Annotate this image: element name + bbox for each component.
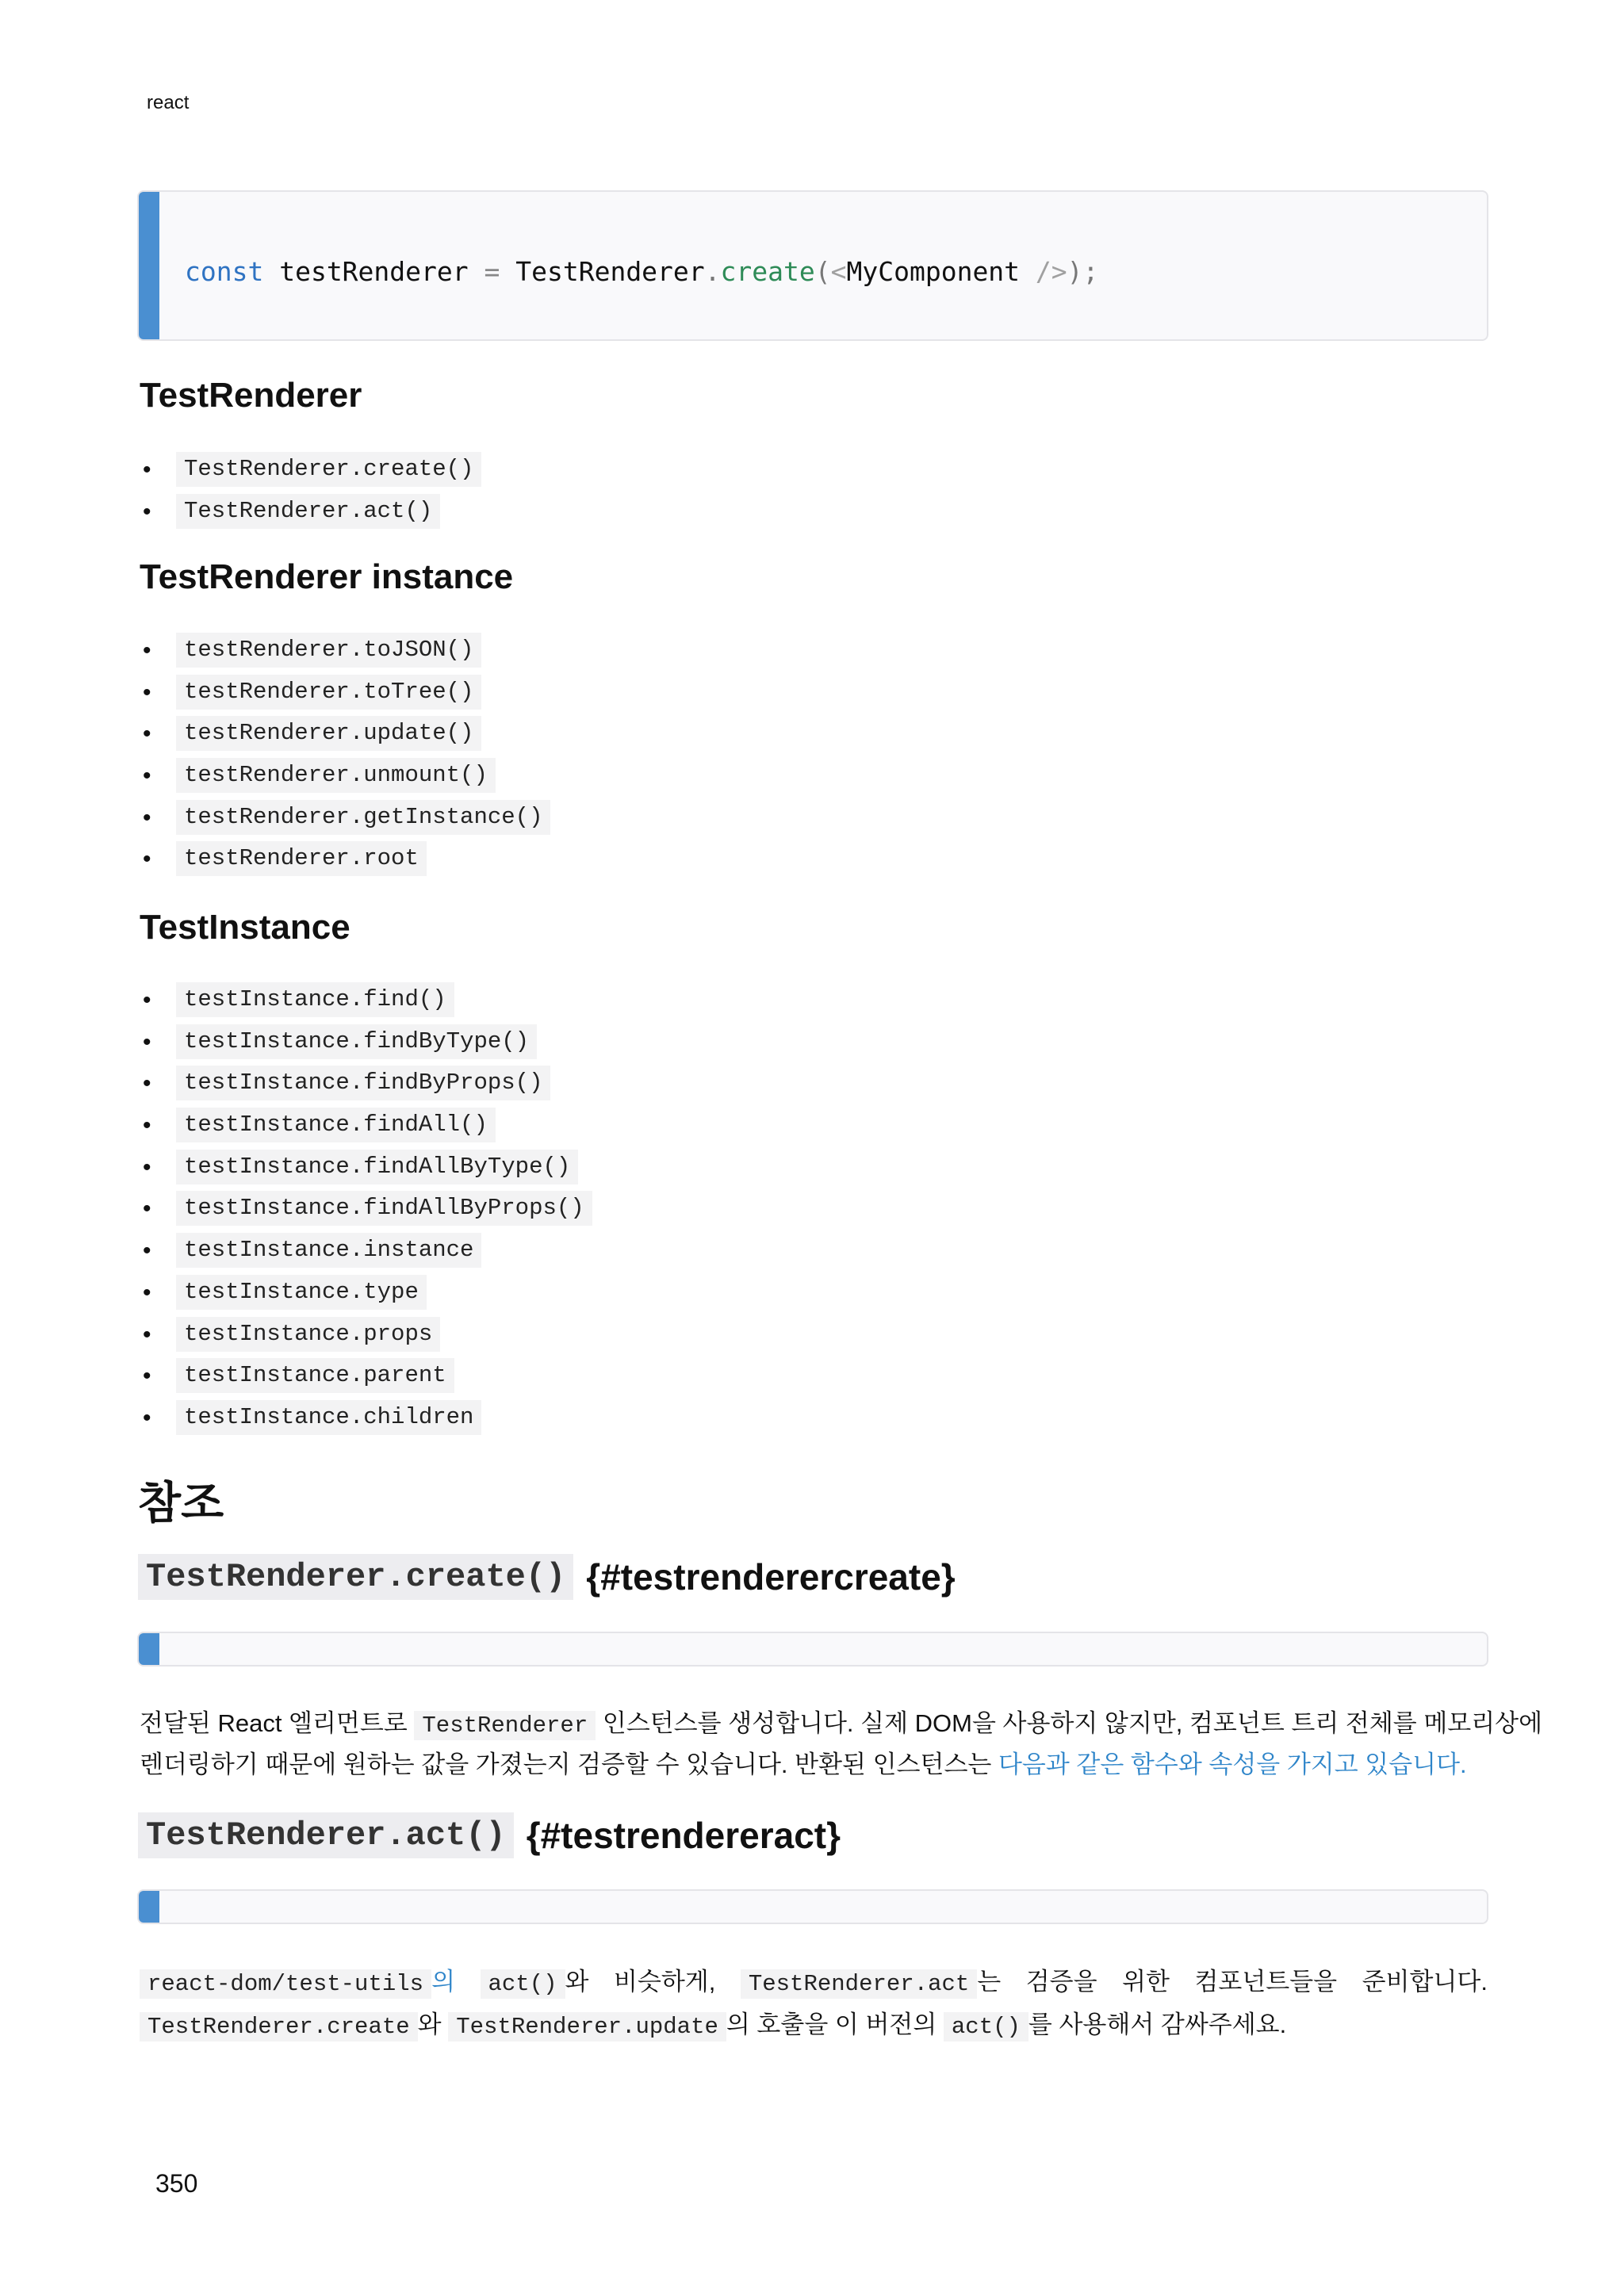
section-title-testinstance: TestInstance	[140, 908, 350, 947]
method-link[interactable]: testInstance.find()	[176, 982, 454, 1017]
api-heading-code: TestRenderer.create()	[138, 1554, 573, 1600]
inline-code: TestRenderer.update	[448, 2012, 726, 2042]
method-link[interactable]: testRenderer.getInstance()	[176, 800, 550, 835]
inline-code: act()	[481, 1969, 565, 1999]
create-signature	[185, 1635, 783, 1667]
api-heading-act	[138, 1812, 841, 1858]
code-line: const testRenderer = TestRenderer.create(<MyComponent />);	[185, 256, 1099, 287]
api-heading-anchor: {#testrendereract}	[526, 1815, 841, 1856]
inline-code: act()	[944, 2012, 1028, 2042]
page-number: 350	[155, 2169, 198, 2198]
act-signature	[185, 1892, 610, 1924]
method-link[interactable]: testInstance.findByType()	[176, 1024, 537, 1059]
paragraph-line: 전달된 React 엘리먼트로 TestRenderer 인스턴스를 생성합니다. 실제 DOM을 사용하지 않지만, 컴포넌트 트리 전체를 메모리상에	[140, 1709, 1543, 1739]
method-link[interactable]: TestRenderer.create()	[176, 452, 481, 487]
method-link[interactable]: testInstance.instance	[176, 1233, 481, 1268]
code-accent-bar	[139, 1891, 159, 1923]
inline-code: TestRenderer.act	[741, 1969, 977, 1999]
method-link[interactable]: TestRenderer.act()	[176, 494, 440, 529]
method-link[interactable]: testInstance.findAllByType()	[176, 1150, 578, 1184]
act-description	[140, 1961, 1488, 2049]
code-accent-bar	[139, 1633, 159, 1665]
reference-title: 참조	[138, 1478, 224, 1528]
api-heading-anchor: {#testrenderercreate}	[586, 1556, 956, 1598]
method-link[interactable]: testRenderer.root	[176, 841, 427, 876]
paragraph-line: TestRenderer.create 와 TestRenderer.update 의 호출을 이 버전의 act() 를 사용해서 감싸주세요.	[140, 2004, 1286, 2040]
running-header: react	[147, 92, 190, 113]
paragraph-line: 렌더링하기 때문에 원하는 값을 가졌는지 검증할 수 있습니다. 반환된 인스턴스는 다음과 같은 함수와 속성을 가지고 있습니다.	[140, 1751, 1467, 1778]
section-title-testrenderer: TestRenderer	[140, 376, 362, 415]
example-code	[185, 195, 1430, 341]
code-accent-bar	[139, 192, 159, 339]
create-signature-block	[137, 1632, 1488, 1667]
method-link[interactable]: testInstance.parent	[176, 1358, 454, 1393]
instance-methods-link[interactable]: 다음과 같은 함수와 속성을 가지고 있습니다.	[998, 1751, 1467, 1778]
api-heading-code: TestRenderer.act()	[138, 1812, 514, 1858]
method-link[interactable]: testInstance.findByProps()	[176, 1066, 550, 1100]
create-description	[140, 1703, 1543, 1790]
method-link[interactable]: testRenderer.unmount()	[176, 758, 496, 793]
method-link[interactable]: testInstance.type	[176, 1275, 427, 1310]
inline-code: TestRenderer.create	[140, 2012, 418, 2042]
method-link[interactable]: testInstance.props	[176, 1317, 440, 1352]
inline-code: TestRenderer	[414, 1711, 596, 1740]
method-link[interactable]: testInstance.findAllByProps()	[176, 1191, 592, 1226]
act-signature-block	[137, 1889, 1488, 1924]
api-heading-create	[138, 1554, 956, 1600]
method-link[interactable]: testRenderer.toTree()	[176, 675, 481, 710]
method-link[interactable]: testRenderer.update()	[176, 716, 481, 751]
method-link[interactable]: testRenderer.toJSON()	[176, 633, 481, 668]
section-title-testrenderer-instance: TestRenderer instance	[140, 557, 514, 596]
method-link[interactable]: testInstance.findAll()	[176, 1108, 496, 1142]
test-utils-link[interactable]: 의	[431, 1968, 456, 1996]
method-link[interactable]: testInstance.children	[176, 1400, 481, 1435]
inline-code: react-dom/test-utils	[140, 1969, 431, 1999]
document-page: react const testRenderer = TestRenderer.create(<MyComponent />); TestRenderer • TestRenderer.create() • TestRenderer.act() TestRenderer instance • testRenderer.toJSON() • testRenderer.toTree() • testRenderer.update() • testRenderer.unmount() • testRenderer.getInstance() • testRenderer.root TestInstance • testInstance.find() • testInstance.findByType() • testInstance.findByProps() • testInstance.findAll() • testInstance.findAllByType() • testInstance.findAllByProps() • testInstance.instance • testInstance.type • testInstance.props • testInstance.parent • testInstance.children 참조 TestRenderer.create() {#testrenderercreate} 전달된 React 엘리먼트로 TestRenderer 인스턴스를 생성합니다. 실제 DOM을 사용하지 않지만, 컴포넌트 트리 전체를 메모리상에 렌더링하기 때문에 원하는 값을 가졌는지 검증할 수 있습니다. 반환된 인스턴스는 다음과 같은 함수와 속성을 가지고 있습니다. TestRenderer.act() {#testrendereract} react-dom/test-utils 의 act() 와 비슷하게, TestRenderer.act 는 검증을 위한 컴포넌트들을 준비합니다. TestRenderer.create 와 TestRenderer.update 의 호출을 이 버전의 act() 를 사용해서 감싸주세요. 350	[138, 92, 1543, 2198]
example-code-block	[137, 190, 1488, 341]
paragraph-line: react-dom/test-utils 의 act() 와 비슷하게, TestRenderer.act 는 검증을 위한 컴포넌트들을 준비합니다.	[140, 1961, 1488, 1997]
